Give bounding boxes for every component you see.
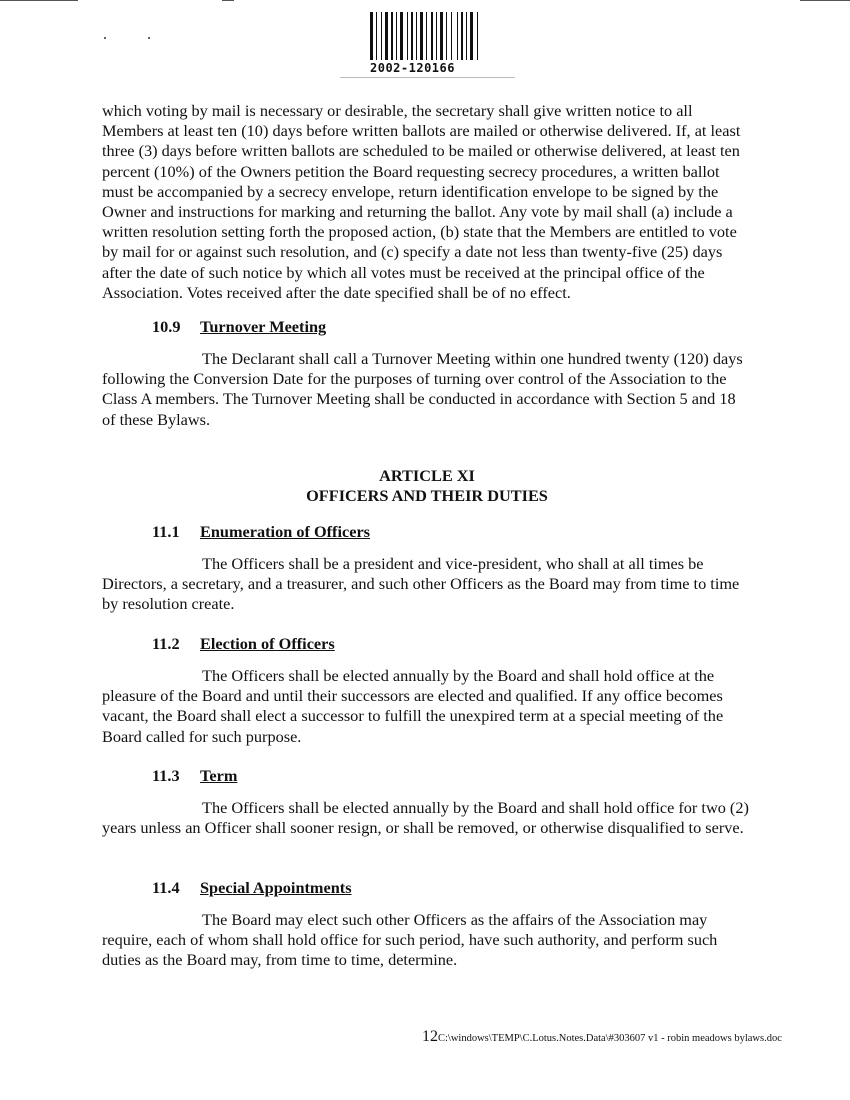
section-title: Enumeration of Officers: [200, 522, 371, 541]
barcode-bar: [411, 12, 413, 60]
barcode-bar: [376, 12, 377, 60]
section-body-11-3: [102, 798, 752, 838]
barcode-bar: [461, 12, 463, 60]
scan-speck: [104, 37, 106, 39]
article-number: ARTICLE XI: [379, 466, 475, 485]
barcode-underline: [340, 77, 515, 78]
barcode-bar: [381, 12, 382, 60]
barcode-bar: [426, 12, 427, 60]
section-title: Special Appointments: [200, 878, 352, 897]
barcode-bar: [431, 12, 433, 60]
section-body-11-4: [102, 910, 752, 971]
section-heading-10-9: [152, 317, 326, 337]
section-body-text: The Officers shall be elected annually by the Board and shall hold office for two (2) years unless an Officer shall sooner resign, or shall be removed, or otherwise disqualified to serve.: [102, 798, 749, 838]
barcode-bar: [457, 12, 458, 60]
section-heading-11-2: [152, 634, 335, 654]
section-body-11-2: [102, 666, 752, 747]
document-path: C:\windows\TEMP\C.Lotus.Notes.Data\#303607 v1 - robin meadows bylaws.doc: [438, 1033, 782, 1044]
barcode-bar: [466, 12, 467, 60]
barcode-bar: [400, 12, 403, 60]
intro-paragraph: which voting by mail is necessary or desirable, the secretary shall give written notice to all Members at least ten (10) days before written ballots are mailed or otherwise delivered. If, at least three (3) days before written ballots are scheduled to be mailed or otherwise delivered, at least ten percent (10%) of the Owners petition the Board requesting secrecy procedures, a written ballot must be accompanied by a secrecy envelope, return identification envelope to be signed by the Owner and instructions for marking and returning the ballot. Any vote by mail shall (a) include a written resolution setting forth the proposed action, (b) state that the Members are entitled to vote by mail for or against such resolution, and (c) specify a date not less than twenty-five (25) days after the date of such notice by which all votes must be received at the principal office of the Association. Votes received after the date specified shall be of no effect.: [102, 101, 741, 302]
section-number: 11.4: [152, 878, 180, 897]
section-body-11-1: [102, 554, 752, 615]
barcode-bar: [407, 12, 408, 60]
barcode: [370, 12, 520, 60]
barcode-bar: [396, 12, 397, 60]
scan-edge-line: [0, 0, 78, 1]
section-number: 11.3: [152, 766, 180, 785]
barcode-bar: [420, 12, 423, 60]
section-body-text: The Declarant shall call a Turnover Meeting within one hundred twenty (120) days following the Conversion Date for the purposes of turning over control of the Association to the Class A members. The Turnover Meeting shall be conducted in accordance with Section 5 and 18 of these Bylaws.: [102, 349, 743, 429]
page-footer: [422, 1028, 782, 1046]
barcode-bar: [446, 12, 447, 60]
barcode-bar: [451, 12, 452, 60]
barcode-bar: [416, 12, 417, 60]
section-number: 10.9: [152, 317, 181, 336]
section-heading-11-1: [152, 522, 370, 542]
section-title: Turnover Meeting: [200, 317, 327, 336]
section-number: 11.2: [152, 634, 180, 653]
barcode-bar: [436, 12, 437, 60]
scan-speck: [148, 37, 150, 39]
section-heading-11-4: [152, 878, 352, 898]
page-number: 12: [422, 1028, 438, 1045]
article-heading: [102, 466, 752, 506]
section-body-text: The Officers shall be elected annually by the Board and shall hold office at the pleasure of the Board and until their successors are elected and qualified. If any office becomes vacant, the Board shall elect a successor to fulfill the unexpired term at a special meeting of the Board called for such purpose.: [102, 666, 724, 746]
barcode-bar: [370, 12, 373, 60]
article-title: OFFICERS AND THEIR DUTIES: [306, 486, 548, 505]
barcode-bar: [440, 12, 443, 60]
section-body-text: The Officers shall be a president and vice-president, who shall at all times be Directors, a secretary, and a treasurer, and such other Officers as the Board may from time to time by resolution create.: [102, 554, 740, 614]
section-body-text: The Board may elect such other Officers as the affairs of the Association may require, each of whom shall hold office for such period, have such authority, and perform such duties as the Board may, from time to time, determine.: [102, 910, 718, 970]
barcode-bar: [385, 12, 388, 60]
section-heading-11-3: [152, 766, 237, 786]
section-title: Term: [200, 766, 238, 785]
section-body-10-9: [102, 349, 752, 430]
barcode-number: 2002-120166: [370, 61, 455, 75]
scan-edge-line: [222, 0, 234, 1]
barcode-bar: [477, 12, 478, 60]
section-number: 11.1: [152, 522, 180, 541]
barcode-bar: [391, 12, 393, 60]
scan-edge-line: [800, 0, 850, 1]
section-title: Election of Officers: [200, 634, 335, 653]
barcode-bar: [470, 12, 473, 60]
